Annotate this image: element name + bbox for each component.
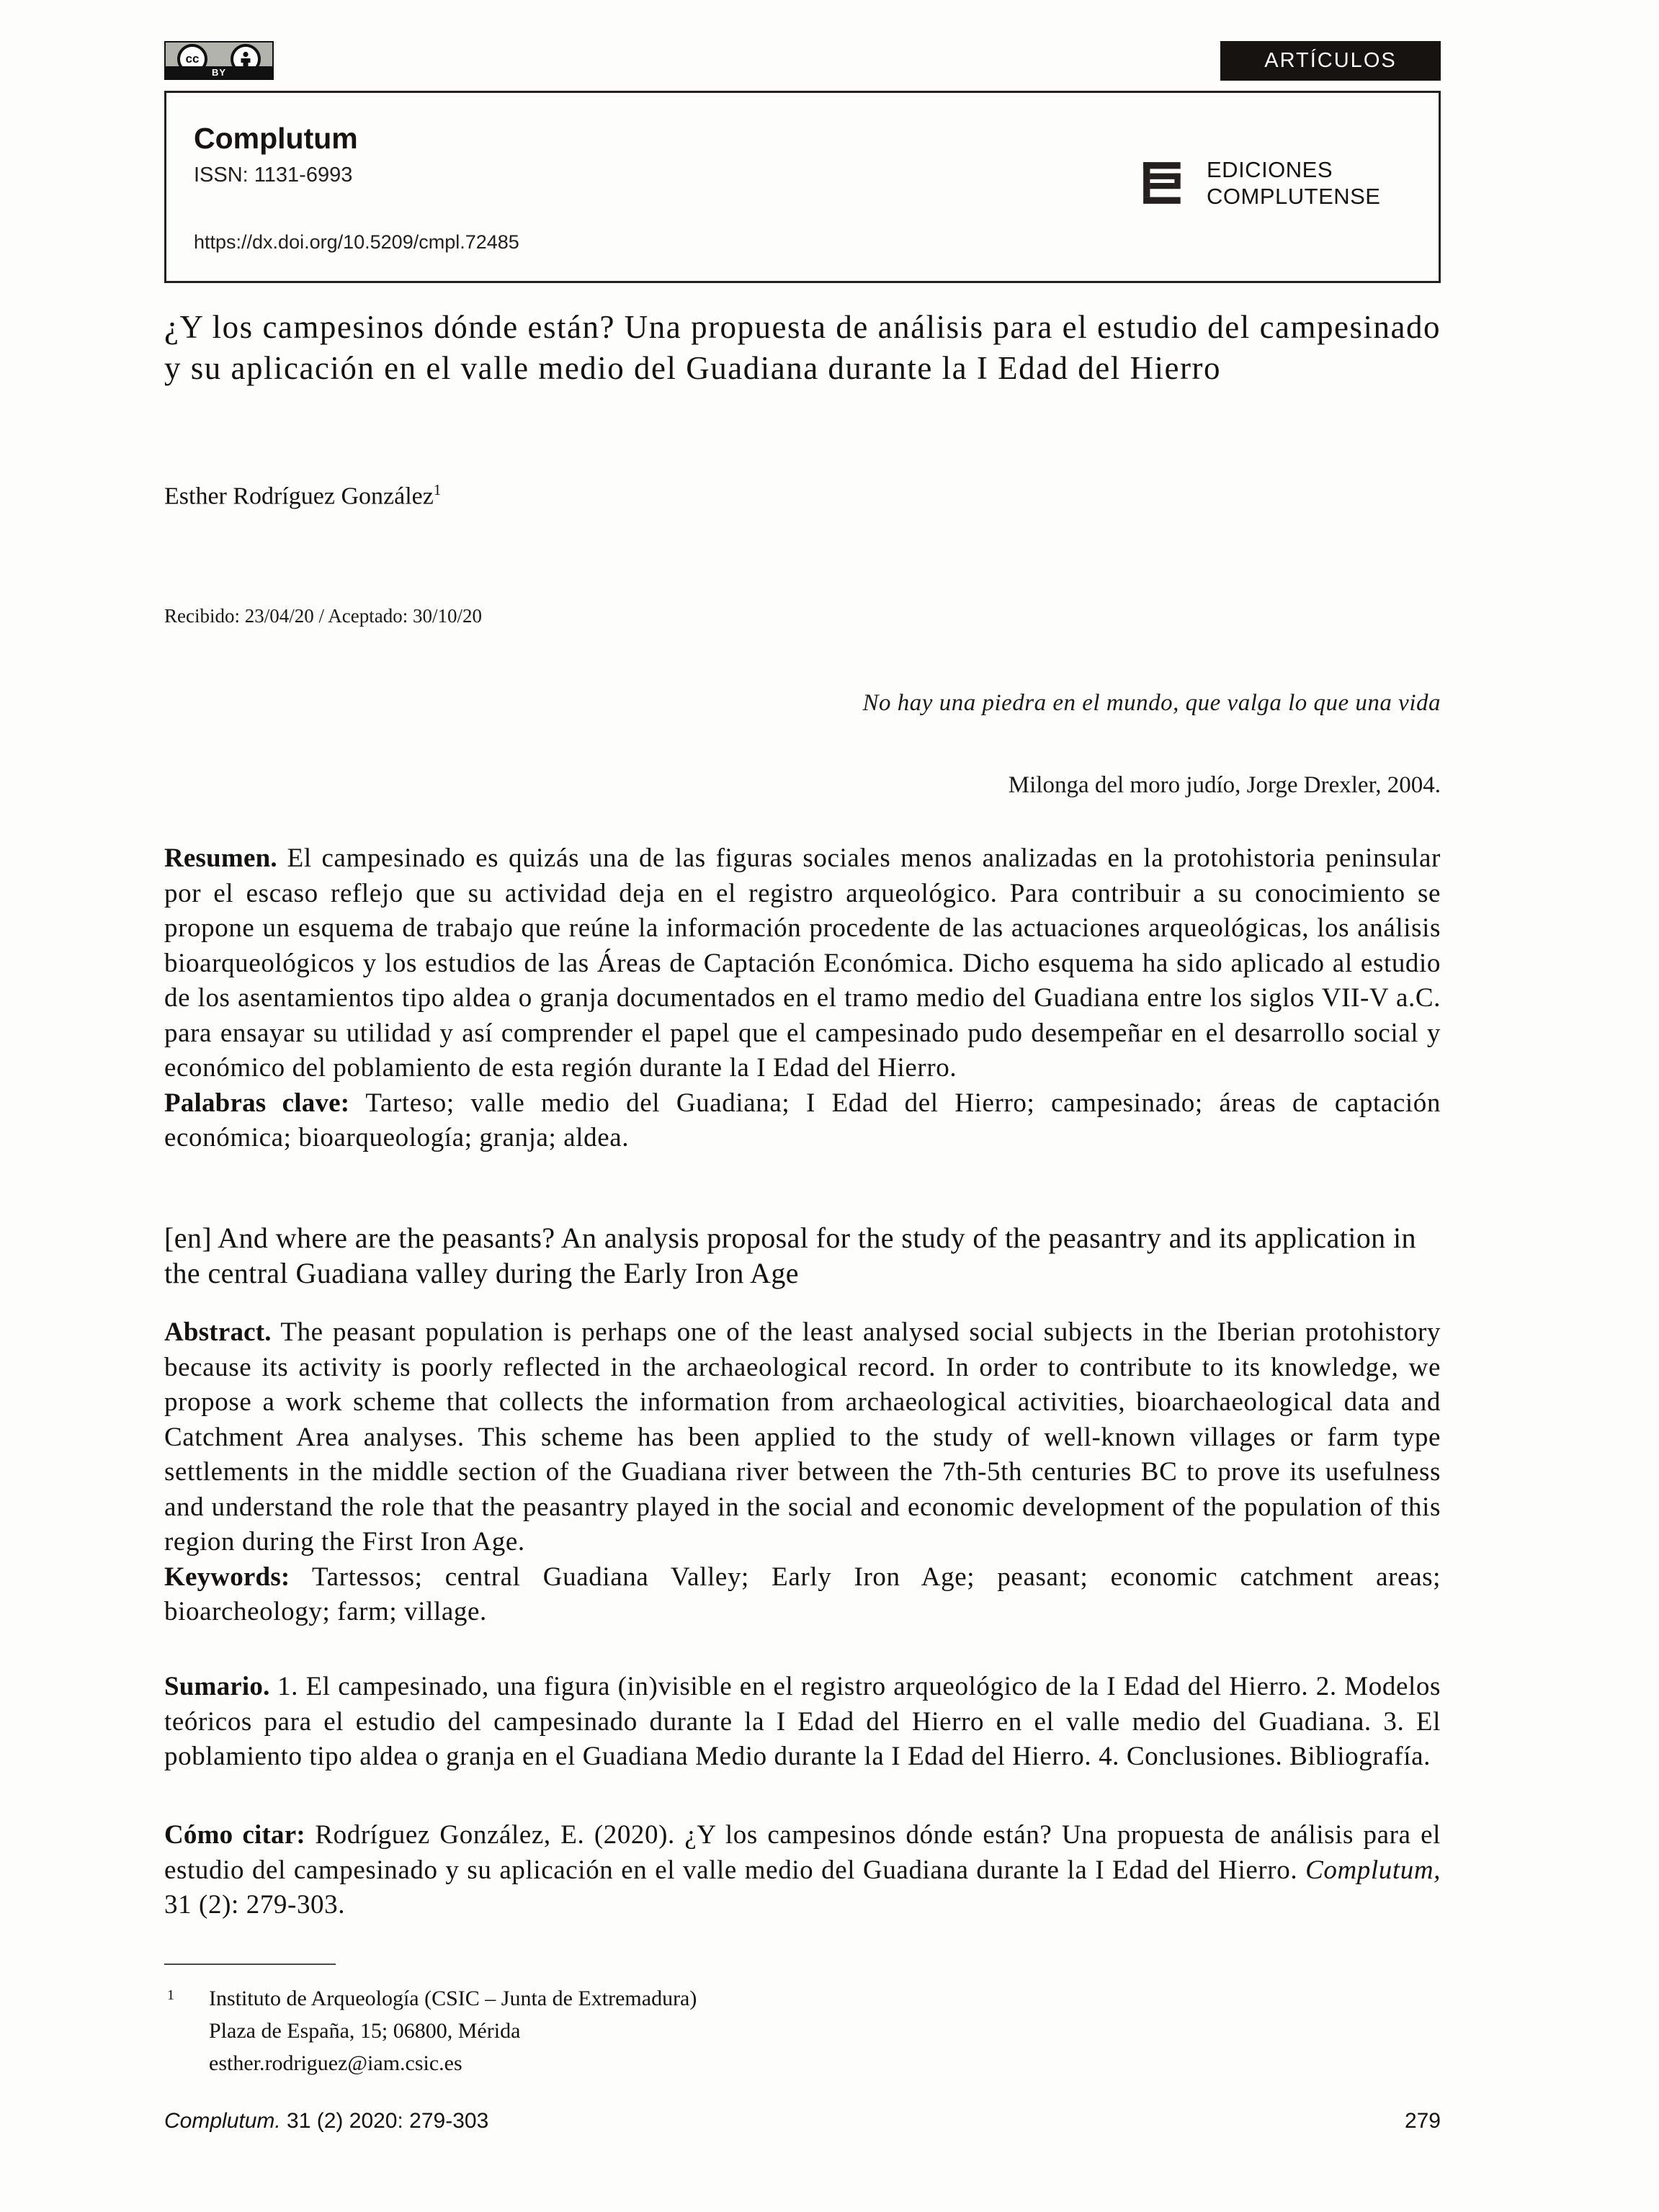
como-citar-section [164, 1818, 1441, 1923]
author-name: Esther Rodríguez González [164, 483, 434, 510]
author-footnote-mark: 1 [433, 481, 442, 498]
footer-journal-info [164, 2109, 488, 2133]
publisher-block [1140, 156, 1380, 210]
abstract-section [164, 1315, 1441, 1630]
como-citar-paragraph [164, 1818, 1441, 1923]
resumen-section [164, 841, 1441, 1156]
english-title: [en] And where are the peasants? An analysis proposal for the study of the peasantry and its application in the central Guadiana valley during the Early Iron Age [164, 1222, 1416, 1289]
publisher-name-line2: COMPLUTENSE [1207, 184, 1381, 209]
como-citar-text: Rodríguez González, E. (2020). ¿Y los campesinos dónde están? Una propuesta de análisis para el estudio del campesinado y su aplicación en el valle medio del Guadiana durante la I Edad del Hierro. [164, 1820, 1441, 1885]
resumen-text: El campesinado es quizás una de las figuras sociales menos analizadas en la protohistoria peninsular por el escaso reflejo que su actividad deja en el registro arqueológico. Para contribuir a su conocimiento se propone un esquema de trabajo que reúne la información procedente de las actuaciones arqueológicas, los análisis bioarqueológicos y los estudios de las Áreas de Captación Económica. Dicho esquema ha sido aplicado al estudio de los asentamientos tipo aldea o granja documentados en el tramo medio del Guadiana entre los siglos VII-V a.C. para ensayar su utilidad y así comprender el papel que el campesinado pudo desempeñar en el desarrollo social y económico del poblamiento de esta región durante la I Edad del Hierro. [164, 843, 1441, 1083]
footnote-email: esther.rodriguez@iam.csic.es [209, 2051, 462, 2075]
cc-by-license-badge [164, 41, 274, 80]
cc-icon: cc [177, 44, 207, 74]
footer-issue-info: 31 (2) 2020: 279-303 [280, 2109, 489, 2133]
keywords-paragraph [164, 1560, 1441, 1630]
footnote-block [164, 1982, 957, 2079]
article-author [164, 481, 1441, 510]
resumen-label: Resumen. [164, 843, 277, 873]
como-citar-pages: 31 (2): 279-303. [164, 1890, 346, 1920]
footer-journal-name: Complutum. [164, 2109, 281, 2133]
journal-issn: ISSN: 1131-6993 [194, 164, 353, 187]
palabras-clave-text: Tarteso; valle medio del Guadiana; I Edad del Hierro; campesinado; áreas de captación económica; bioarqueología; granja; aldea. [164, 1088, 1441, 1152]
palabras-clave-label: Palabras clave: [164, 1088, 350, 1118]
resumen-paragraph [164, 841, 1441, 1086]
footnote-affiliation: Instituto de Arqueología (CSIC – Junta de Extremadura) [209, 1987, 697, 2010]
epigraph-attribution: Milonga del moro judío, Jorge Drexler, 2004. [1008, 772, 1441, 798]
abstract-text: The peasant population is perhaps one of the least analysed social subjects in the Iberian protohistory because its activity is poorly reflected in the archaeological record. In order to contribute to its knowledge, we propose a work scheme that collects the information from archaeological activities, bioarchaeological data and Catchment Area analyses. This scheme has been applied to the study of well-known villages or farm type settlements in the middle section of the Guadiana river between the 7th-5th centuries BC to prove its usefulness and understand the role that the peasantry played in the social and economic development of the population of this region during the First Iron Age. [164, 1317, 1441, 1557]
received-accepted-dates: Recibido: 23/04/20 / Aceptado: 30/10/20 [164, 605, 482, 627]
sumario-text: 1. El campesinado, una figura (in)visible en el registro arqueológico de la I Edad del Hierro. 2. Modelos teóricos para el estudio del campesinado durante la I Edad del Hierro en el valle medio del Guadiana. 3. El poblamiento tipo aldea o granja en el Guadiana Medio durante la I Edad del Hierro. 4. Conclusiones. Bibliografía. [164, 1672, 1441, 1771]
abstract-paragraph [164, 1315, 1441, 1560]
como-citar-source: Complutum, [1305, 1855, 1441, 1885]
epigraph-quote: No hay una piedra en el mundo, que valga lo que una vida [862, 690, 1441, 716]
keywords-text: Tartessos; central Guadiana Valley; Early Iron Age; peasant; economic catchment areas; bioarcheology; farm; village. [164, 1562, 1441, 1626]
abstract-label: Abstract. [164, 1317, 272, 1347]
footnote-address: Plaza de España, 15; 06800, Mérida [209, 2019, 521, 2043]
palabras-clave-paragraph [164, 1086, 1441, 1156]
doi-link[interactable]: https://dx.doi.org/10.5209/cmpl.72485 [194, 231, 519, 253]
sumario-label: Sumario. [164, 1672, 270, 1701]
ediciones-complutense-logo-icon [1140, 159, 1188, 207]
footnote-divider [164, 1964, 336, 1965]
cc-by-label: BY [166, 66, 272, 79]
keywords-label: Keywords: [164, 1562, 290, 1592]
publisher-name-line1: EDICIONES [1207, 157, 1333, 182]
sumario-section [164, 1670, 1441, 1775]
journal-header-box [164, 91, 1441, 283]
sumario-paragraph [164, 1670, 1441, 1775]
article-title: ¿Y los campesinos dónde están? Una propuesta de análisis para el estudio del campesinado y su aplicación en el valle medio del Guadiana durante la I Edad del Hierro [164, 309, 1441, 386]
footnote-mark: 1 [167, 1987, 174, 2003]
person-glyph [238, 51, 253, 67]
articulos-section-badge: ARTÍCULOS [1220, 41, 1441, 81]
journal-name: Complutum [194, 122, 358, 155]
publisher-name [1207, 156, 1380, 210]
footer-page-number: 279 [1404, 2109, 1441, 2133]
como-citar-label: Cómo citar: [164, 1820, 305, 1850]
